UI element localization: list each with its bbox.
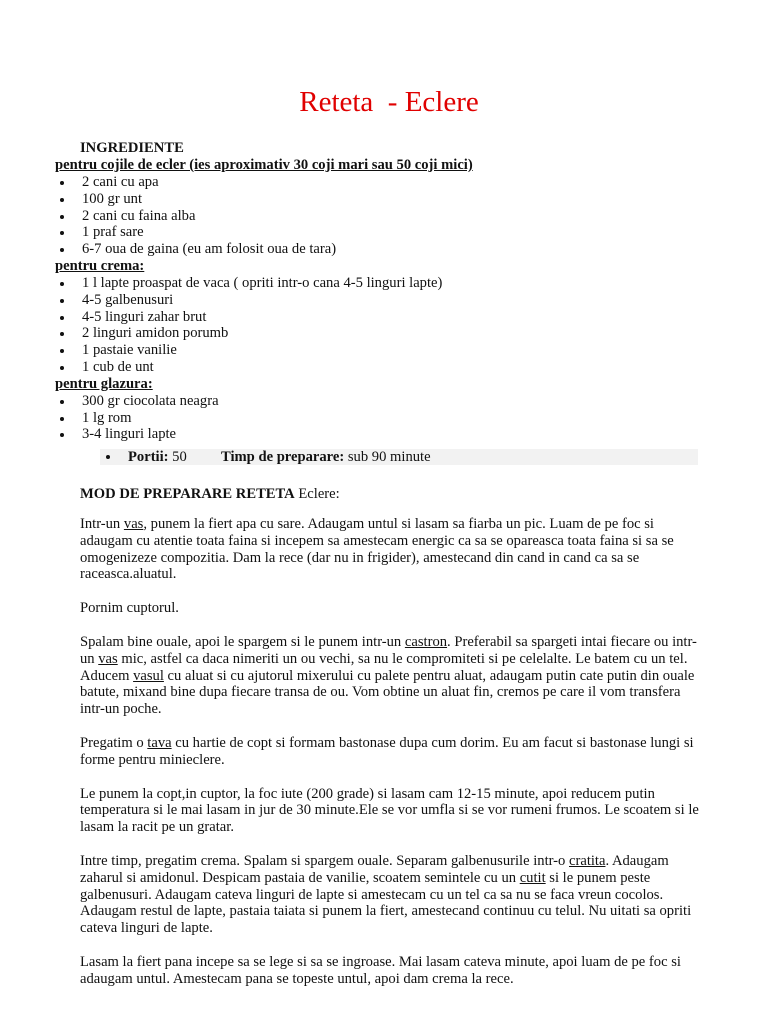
link-word[interactable]: vasul bbox=[133, 667, 164, 684]
preparation-heading bbox=[80, 486, 340, 503]
paragraph-text: . Preferabil sa spargeti intai fiecare ou intr-un bbox=[80, 633, 697, 667]
ingredient-item: 2 cani cu apa bbox=[55, 174, 735, 191]
ingredient-item: 1 lg rom bbox=[55, 410, 735, 427]
paragraph-text: Pornim cuptorul. bbox=[80, 600, 179, 617]
ingredient-item: 100 gr unt bbox=[55, 191, 735, 208]
ingredient-item: 6-7 oua de gaina (eu am folosit oua de tara) bbox=[55, 241, 735, 258]
paragraph-text: cu hartie de copt si formam bastonase dupa cum dorim. Eu am facut si bastonase lungi si forme pentru minieclere. bbox=[80, 734, 694, 768]
ingredient-item: 1 l lapte proaspat de vaca ( opriti intr-o cana 4-5 linguri lapte) bbox=[55, 275, 735, 292]
preparation-paragraph bbox=[80, 600, 700, 617]
preparation-heading-rest: Eclere: bbox=[294, 486, 340, 502]
link-word[interactable]: vas bbox=[123, 516, 144, 532]
prep-time-label: Timp de preparare: bbox=[221, 449, 345, 465]
servings-label: Portii: bbox=[128, 449, 169, 465]
paragraph-text: Lasam la fiert pana incepe sa se lege si sa se ingroase. Mai lasam cateva minute, apoi luam de pe foc si adaugam untul. Amestecam pana se topeste untul, apoi dam crema la rece. bbox=[80, 953, 681, 987]
paragraph-text: Pregatim o bbox=[80, 734, 148, 751]
paragraph-text: si le punem peste galbenusuri. Adaugam cateva linguri de lapte si amestecam cu un tel ca sa nu se faca vreun cocolos. Adaugam restul de lapte, pastaia taiata si punem la fiert, amestecand continuu cu telul. Nu uitati sa opriti cateva linguri de lapte. bbox=[80, 869, 692, 937]
link-word[interactable]: tava bbox=[147, 734, 172, 751]
preparation-paragraph bbox=[80, 516, 700, 583]
section-crema bbox=[55, 258, 735, 376]
recipe-summary-bar bbox=[100, 449, 698, 465]
paragraph-text: Intr-un bbox=[80, 516, 124, 532]
section-glazura bbox=[55, 376, 735, 443]
ingredient-item: 2 cani cu faina alba bbox=[55, 208, 735, 225]
prep-time-value: sub 90 minute bbox=[344, 449, 431, 465]
ingredient-item: 2 linguri amidon porumb bbox=[55, 325, 735, 342]
paragraph-text: , punem la fiert apa cu sare. Adaugam untul si lasam sa fiarba un pic. Luam de pe foc si adaugam cu atentie toata faina si incepem sa amestecam energic ca sa se opareasca toata faina si sa se omogenizeze compozitia. Dam la rece (dar nu in frigider), amestecand din cand in cand ca sa se raceasca.aluatul. bbox=[80, 516, 674, 583]
section-heading: pentru cojile de ecler (ies aproximativ 30 coji mari sau 50 coji mici) bbox=[55, 157, 473, 173]
link-word[interactable]: vas bbox=[98, 650, 118, 667]
paragraph-text: Le punem la copt,in cuptor, la foc iute (200 grade) si lasam cam 12-15 minute, apoi reducem putin temperatura si le mai lasam in jur de 30 minute.Ele se vor umfla si se vor rumeni frumos. Le scoatem si le lasam la racit pe un gratar. bbox=[80, 785, 699, 836]
preparation-paragraph bbox=[80, 786, 700, 836]
paragraph-text: Spalam bine ouale, apoi le spargem si le punem intr-un bbox=[80, 633, 405, 650]
preparation-steps bbox=[80, 516, 700, 1005]
preparation-paragraph bbox=[80, 853, 700, 937]
ingredient-item: 300 gr ciocolata neagra bbox=[55, 393, 735, 410]
link-word[interactable]: cratita bbox=[569, 852, 606, 869]
preparation-paragraph bbox=[80, 634, 700, 718]
preparation-heading-bold: MOD DE PREPARARE RETETA bbox=[80, 486, 295, 502]
ingredient-item: 1 praf sare bbox=[55, 224, 735, 241]
section-heading: pentru crema: bbox=[55, 257, 145, 274]
ingredient-item: 3-4 linguri lapte bbox=[55, 426, 735, 443]
paragraph-text: . Adaugam zaharul si amidonul. Despicam pastaia de vanilie, scoatem semintele cu un bbox=[80, 852, 669, 886]
servings bbox=[128, 449, 187, 465]
ingredient-item: 1 cub de unt bbox=[55, 359, 735, 376]
bullet-icon bbox=[106, 455, 110, 459]
preparation-paragraph bbox=[80, 735, 700, 769]
paragraph-text: Intre timp, pregatim crema. Spalam si spargem ouale. Separam galbenusurile intr-o bbox=[80, 852, 569, 869]
paragraph-text: cu aluat si cu ajutorul mixerului cu palete pentru aluat, adaugam putin cate putin din ouale batute, mixand bine dupa fiecare transa de ou. Vom obtine un aluat fin, cremos pe care il vom transfera intr-un poche. bbox=[80, 667, 695, 718]
link-word[interactable]: castron bbox=[404, 633, 448, 650]
link-word[interactable]: cutit bbox=[519, 869, 546, 886]
ingredient-item: 4-5 linguri zahar brut bbox=[55, 309, 735, 326]
section-heading: pentru glazura: bbox=[55, 375, 153, 392]
section-coji bbox=[55, 157, 735, 258]
ingredient-item: 4-5 galbenusuri bbox=[55, 292, 735, 309]
recipe-title: Reteta - Eclere bbox=[299, 86, 479, 118]
prep-time bbox=[221, 449, 431, 465]
preparation-paragraph bbox=[80, 954, 700, 988]
servings-value: 50 bbox=[168, 449, 187, 465]
ingredients-list bbox=[55, 157, 735, 443]
ingredient-item: 1 pastaie vanilie bbox=[55, 342, 735, 359]
ingredients-heading: INGREDIENTE bbox=[80, 140, 184, 156]
paragraph-text: mic, astfel ca daca nimeriti un ou vechi, sa nu le compromiteti si pe celelalte. Le batem cu un tel. Aducem bbox=[80, 650, 688, 684]
